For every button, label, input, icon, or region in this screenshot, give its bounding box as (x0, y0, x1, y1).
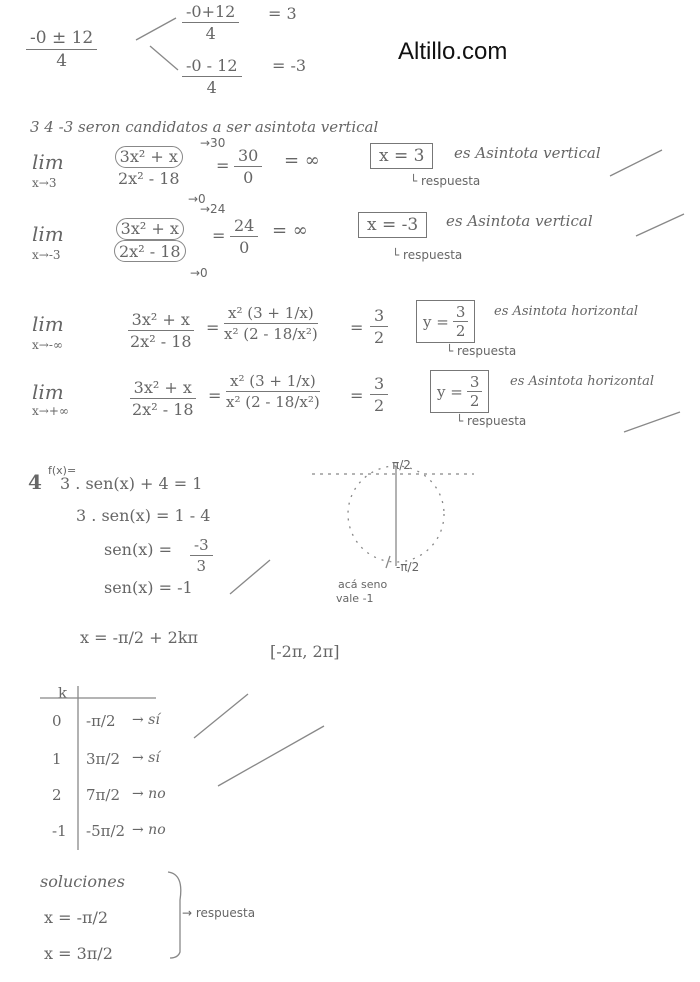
table-row-value: -π/2 (86, 712, 116, 730)
lim1-label: lim (32, 150, 64, 174)
lim1-sub: x→3 (32, 176, 57, 190)
part4-line2: 3 . sen(x) = 1 - 4 (76, 506, 211, 525)
lim2-sub: x→-3 (32, 248, 61, 262)
lim4-label: lim (32, 380, 64, 404)
lim1-den-arrow: →0 (188, 192, 206, 206)
top-branch-up-fraction: $\frac{-0+12}{4}$ (182, 2, 239, 43)
part4-line1: 3 . sen(x) + 4 = 1 (60, 474, 203, 493)
table-header-k: k (58, 684, 68, 702)
lim1-eq-sign: = (216, 156, 230, 175)
check-mark-6 (218, 726, 324, 786)
solution-2: x = 3π/2 (44, 944, 113, 963)
lim2-den-arrow: →0 (190, 266, 208, 280)
lim2-fraction: $\frac{\text{3x² + x}}{\text{2x² - 18}}$ (114, 218, 186, 262)
part3-heading: 3 4 -3 seron candidatos a ser asintota vertical (30, 118, 379, 136)
lim1-fraction: $\frac{\text{3x² + x}}{\text{2x² - 18}}$ (114, 146, 184, 188)
part4-line3-fraction: $\frac{-3}{3}$ (190, 536, 213, 575)
solutions-brace (168, 872, 181, 958)
table-row-value: 7π/2 (86, 786, 120, 804)
solution-1: x = -π/2 (44, 908, 109, 927)
table-row-k: -1 (52, 822, 67, 840)
lim3-label: lim (32, 312, 64, 336)
lim2-desc: es Asintota vertical (446, 212, 593, 230)
part4-line4: sen(x) = -1 (104, 578, 193, 597)
lim3-sub: x→-∞ (32, 338, 63, 352)
lim2-infinity: = ∞ (272, 220, 308, 241)
part4-number: 4 (28, 470, 42, 494)
circle-top-label: π/2 (392, 458, 411, 472)
table-row-result: → sí (132, 712, 160, 728)
lim4-eq-sign: = (208, 386, 222, 405)
top-branch-up-value: = 3 (268, 4, 297, 23)
lim1-answer-box: x = 3 (370, 143, 433, 169)
lim1-num-arrow: →30 (200, 136, 226, 150)
lim2-respuesta: └ respuesta (392, 248, 463, 262)
lim4-result: $\frac{3}{2}$ (370, 374, 388, 415)
lim4-answer-box: y = $\frac{3}{2}$ (430, 370, 489, 413)
lim2-eq-sign: = (212, 226, 226, 245)
general-solution: x = -π/2 + 2kπ (80, 628, 199, 647)
watermark: Altillo.com (398, 38, 508, 65)
check-mark-5 (194, 694, 248, 738)
lim1-result: $\frac{30}{0}$ (234, 146, 262, 187)
lim4-desc: es Asintota horizontal (510, 374, 654, 389)
lim3-eq-sign: = (206, 318, 220, 337)
top-branch-down-fraction: $\frac{-0 - 12}{4}$ (182, 56, 242, 97)
lim4-factored: $\frac{\text{x² (3 + 1/x)}}{\text{x² (2 - 18/x²)}}$ (226, 372, 320, 411)
lim1-desc: es Asintota vertical (454, 144, 601, 162)
lim3-answer-box: y = $\frac{3}{2}$ (416, 300, 475, 343)
check-mark-2 (636, 214, 684, 236)
table-row-result: → no (132, 822, 166, 838)
branch-up-line (136, 18, 176, 40)
table-row-k: 1 (52, 750, 62, 768)
check-mark-3 (624, 412, 680, 432)
table-row-result: → sí (132, 750, 160, 766)
solutions-title: soluciones (40, 872, 125, 891)
lim3-fraction: $\frac{\text{3x² + x}}{\text{2x² - 18}}$ (126, 310, 196, 351)
interval: [-2π, 2π] (270, 642, 340, 661)
lim3-respuesta: └ respuesta (446, 344, 517, 358)
lim2-num-arrow: →24 (200, 202, 226, 216)
circle-note-1: acá seno (338, 578, 388, 591)
table-row-value: -5π/2 (86, 822, 126, 840)
branch-down-line (150, 46, 178, 70)
part4-fx: f(x)= (48, 464, 77, 477)
part4-line3-lhs: sen(x) = (104, 540, 172, 559)
circle-bottom-label: -π/2 (396, 560, 420, 574)
table-row-k: 0 (52, 712, 62, 730)
lim2-result: $\frac{24}{0}$ (230, 216, 258, 257)
lim4-eq-sign-2: = (350, 386, 364, 405)
circle-note-2: vale -1 (336, 592, 374, 605)
lim2-label: lim (32, 222, 64, 246)
lim3-result: $\frac{3}{2}$ (370, 306, 388, 347)
lim4-respuesta: └ respuesta (456, 414, 527, 428)
table-row-value: 3π/2 (86, 750, 120, 768)
solutions-respuesta: → respuesta (182, 906, 256, 920)
table-row-k: 2 (52, 786, 62, 804)
lim1-respuesta: └ respuesta (410, 174, 481, 188)
check-mark-4 (230, 560, 270, 594)
top-branch-down-value: = -3 (272, 56, 307, 75)
lim3-eq-sign-2: = (350, 318, 364, 337)
lim2-answer-box: x = -3 (358, 212, 427, 238)
top-left-fraction: $\frac{-0 \pm 12}{4}$ (26, 28, 97, 71)
table-row-result: → no (132, 786, 166, 802)
lim3-factored: $\frac{\text{x² (3 + 1/x)}}{\text{x² (2 - 18/x²)}}$ (224, 304, 318, 343)
lim4-sub: x→+∞ (32, 404, 69, 418)
check-mark-1 (610, 150, 662, 176)
lim1-infinity: = ∞ (284, 150, 320, 171)
lim3-desc: es Asintota horizontal (494, 304, 638, 319)
lim4-fraction: $\frac{\text{3x² + x}}{\text{2x² - 18}}$ (128, 378, 198, 419)
